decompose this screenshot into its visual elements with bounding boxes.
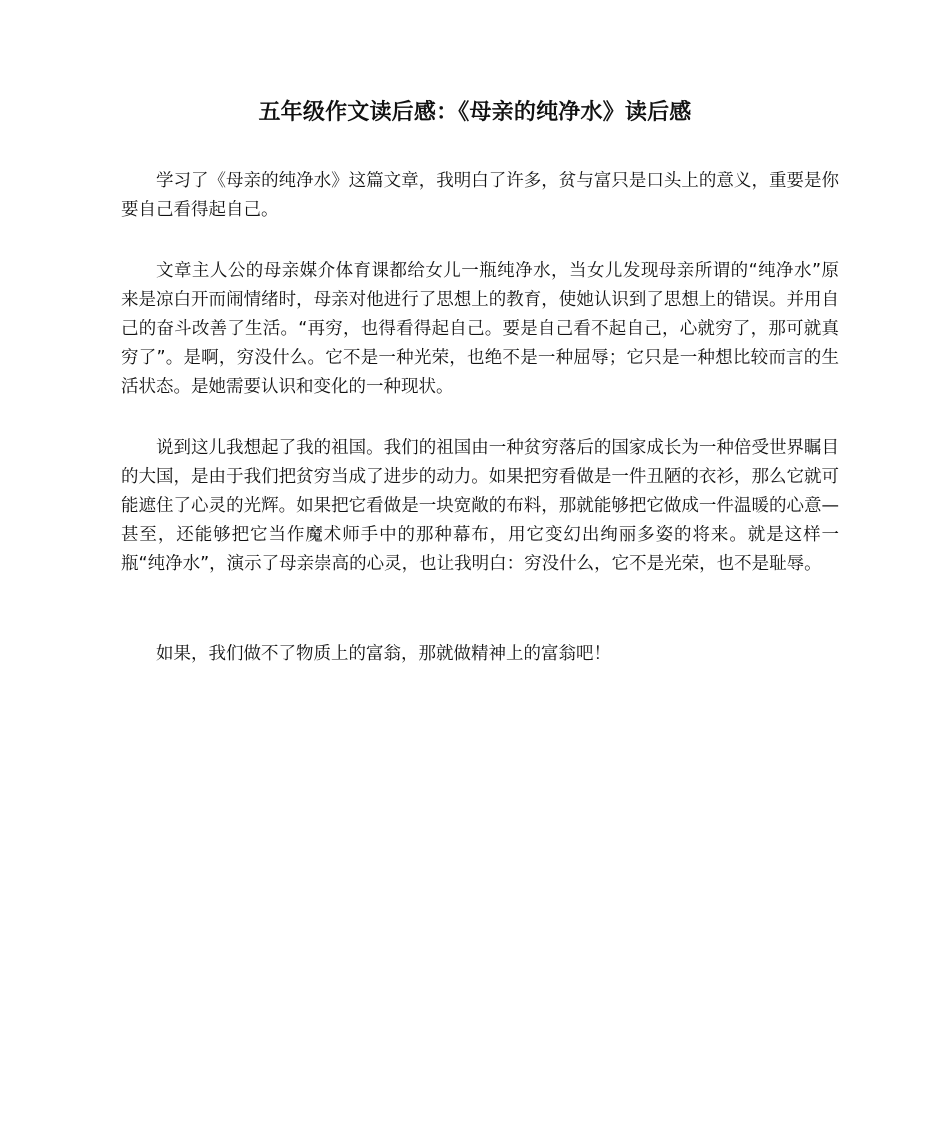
paragraph-3: 说到这儿我想起了我的祖国。我们的祖国由一种贫穷落后的国家成长为一种倍受世界瞩目的大国，是由于我们把贫穷当成了进步的动力。如果把穷看做是一件丑陋的衣衫，那么它就可能遮住了心灵的光辉。如果把它看做是一块宽敞的布料，那就能够把它做成一件温暖的心意—甚至，还能够把它当作魔术师手中的那种幕布，用它变幻出绚丽多姿的将来。就是这样一瓶“纯净水”，演示了母亲崇高的心灵，也让我明白：穷没什么，它不是光荣，也不是耻辱。 — [121, 438, 839, 574]
paragraph-4: 如果，我们做不了物质上的富翁，那就做精神上的富翁吧！ — [156, 644, 611, 664]
paragraph-1: 学习了《母亲的纯净水》这篇文章，我明白了许多，贫与富只是口头上的意义，重要是你要自己看得起自己。 — [121, 171, 839, 220]
paragraph-2: 文章主人公的母亲媒介体育课都给女儿一瓶纯净水，当女儿发现母亲所谓的“纯净水”原来是凉白开而闹情绪时，母亲对他进行了思想上的教育，使她认识到了思想上的错误。并用自己的奋斗改善了生活。“再穷，也得看得起自己。要是自己看不起自己，心就穷了，那可就真穷了”。是啊，穷没什么。它不是一种光荣，也绝不是一种屈辱；它只是一种想比较而言的生活状态。是她需要认识和变化的一种现状。 — [121, 261, 839, 397]
document-title: 五年级作文读后感：《母亲的纯净水》读后感 — [258, 100, 692, 125]
